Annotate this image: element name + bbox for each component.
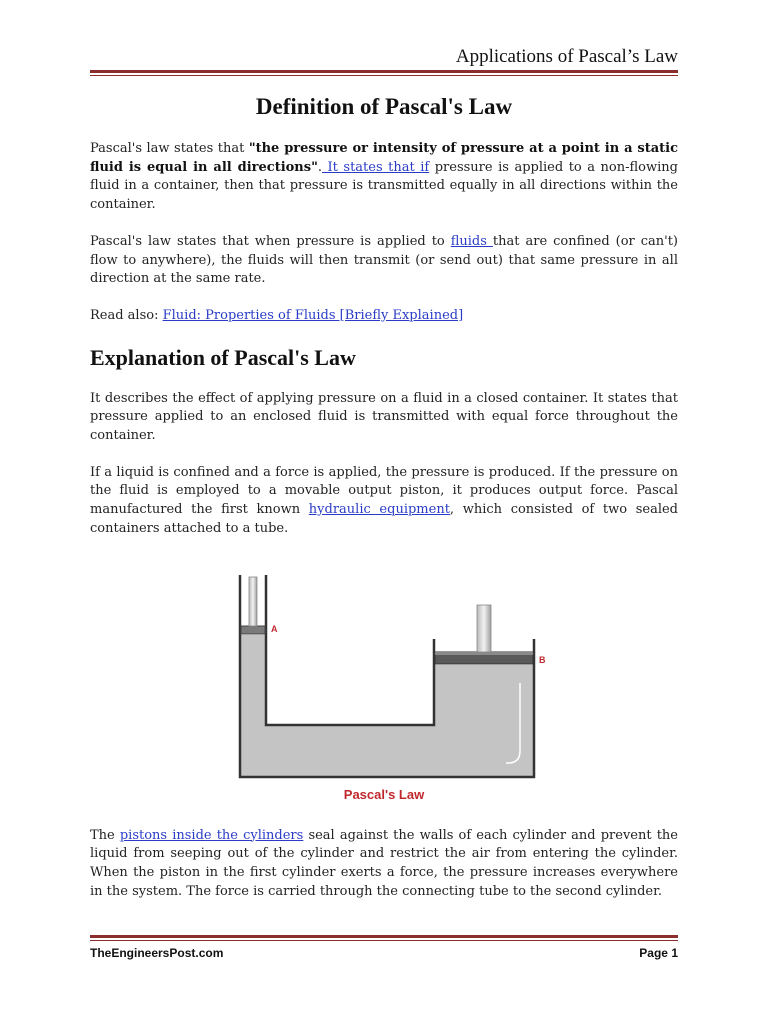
link-fluids[interactable]: fluids (450, 233, 493, 249)
page-content (90, 92, 678, 919)
text: Pascal's law states that (90, 141, 249, 156)
header-rule (90, 70, 678, 73)
link-hydraulic-equipment[interactable]: hydraulic equipment (308, 502, 450, 518)
text: that are confined (or can't) flow to anywhere), the fluids will then transmit (or send out) that same pressure in all direction at the same rate. (90, 233, 679, 287)
piston-b-rod (477, 605, 491, 652)
link-pistons-inside-cylinders[interactable]: pistons inside the cylinders (119, 827, 304, 843)
footer-rule (90, 935, 678, 938)
footer-site: TheEngineersPost.com (90, 946, 224, 960)
bold-quote: "the pressure or intensity of pressure at a point in a static fluid is equal in all directions" (90, 141, 678, 175)
paragraph-explanation-1: It describes the effect of applying pressure on a fluid in a closed container. It states that pressure applied to an enclosed fluid is transmitted with equal force throughout the container. (90, 390, 678, 444)
text: pressure is applied to a non-flowing fluid in a container, then that pressure is transmitted equally in all directions within the container. (90, 159, 678, 213)
text: . (317, 159, 322, 175)
page-title: Definition of Pascal's Law (255, 94, 513, 119)
label-b: B (539, 654, 546, 665)
link-fluid-properties[interactable]: Fluid: Properties of Fluids [Briefly Explained] (162, 307, 464, 323)
read-also-label: Read also: (90, 307, 163, 323)
text: Pascal's law states that when pressure is applied to (90, 233, 451, 249)
header-title: Applications of Pascal’s Law (455, 46, 678, 67)
paragraph-explanation-2 (90, 464, 678, 539)
text: seal against the walls of each cylinder and prevent the liquid from seeping out of the cylinder and restrict the air from entering the cylinder. When the piston in the first cylinder exerts a force, the pressure increases everywhere in the system. The force is carried through the connecting tube to the second cylinder. (90, 827, 678, 899)
container-inner-wall (266, 575, 434, 725)
text: , which consisted of two sealed containers attached to a tube. (90, 502, 678, 536)
paragraph-definition (90, 140, 678, 215)
text: The (90, 827, 120, 843)
link-it-states[interactable]: It states that if (322, 159, 430, 175)
figure-caption: Pascal's Law (343, 786, 425, 802)
section-heading-explanation: Explanation of Pascal's Law (90, 344, 356, 370)
text: If a liquid is confined and a force is applied, the pressure is produced. If the pressure on the fluid is employed to a movable output piston, it produces output force. Pascal manufactured the first known (90, 464, 678, 518)
read-also (90, 307, 678, 326)
piston-a (241, 626, 265, 634)
footer-rule-thin (90, 940, 678, 941)
footer-page-number: Page 1 (639, 946, 678, 960)
pascal-law-diagram (234, 567, 546, 807)
paragraph-definition-2 (90, 233, 678, 289)
piston-b-top (435, 652, 533, 655)
paragraph-explanation-3 (90, 827, 678, 902)
header-rule-thin (90, 75, 678, 76)
piston-a-rod (249, 577, 257, 626)
label-a: A (271, 623, 278, 634)
